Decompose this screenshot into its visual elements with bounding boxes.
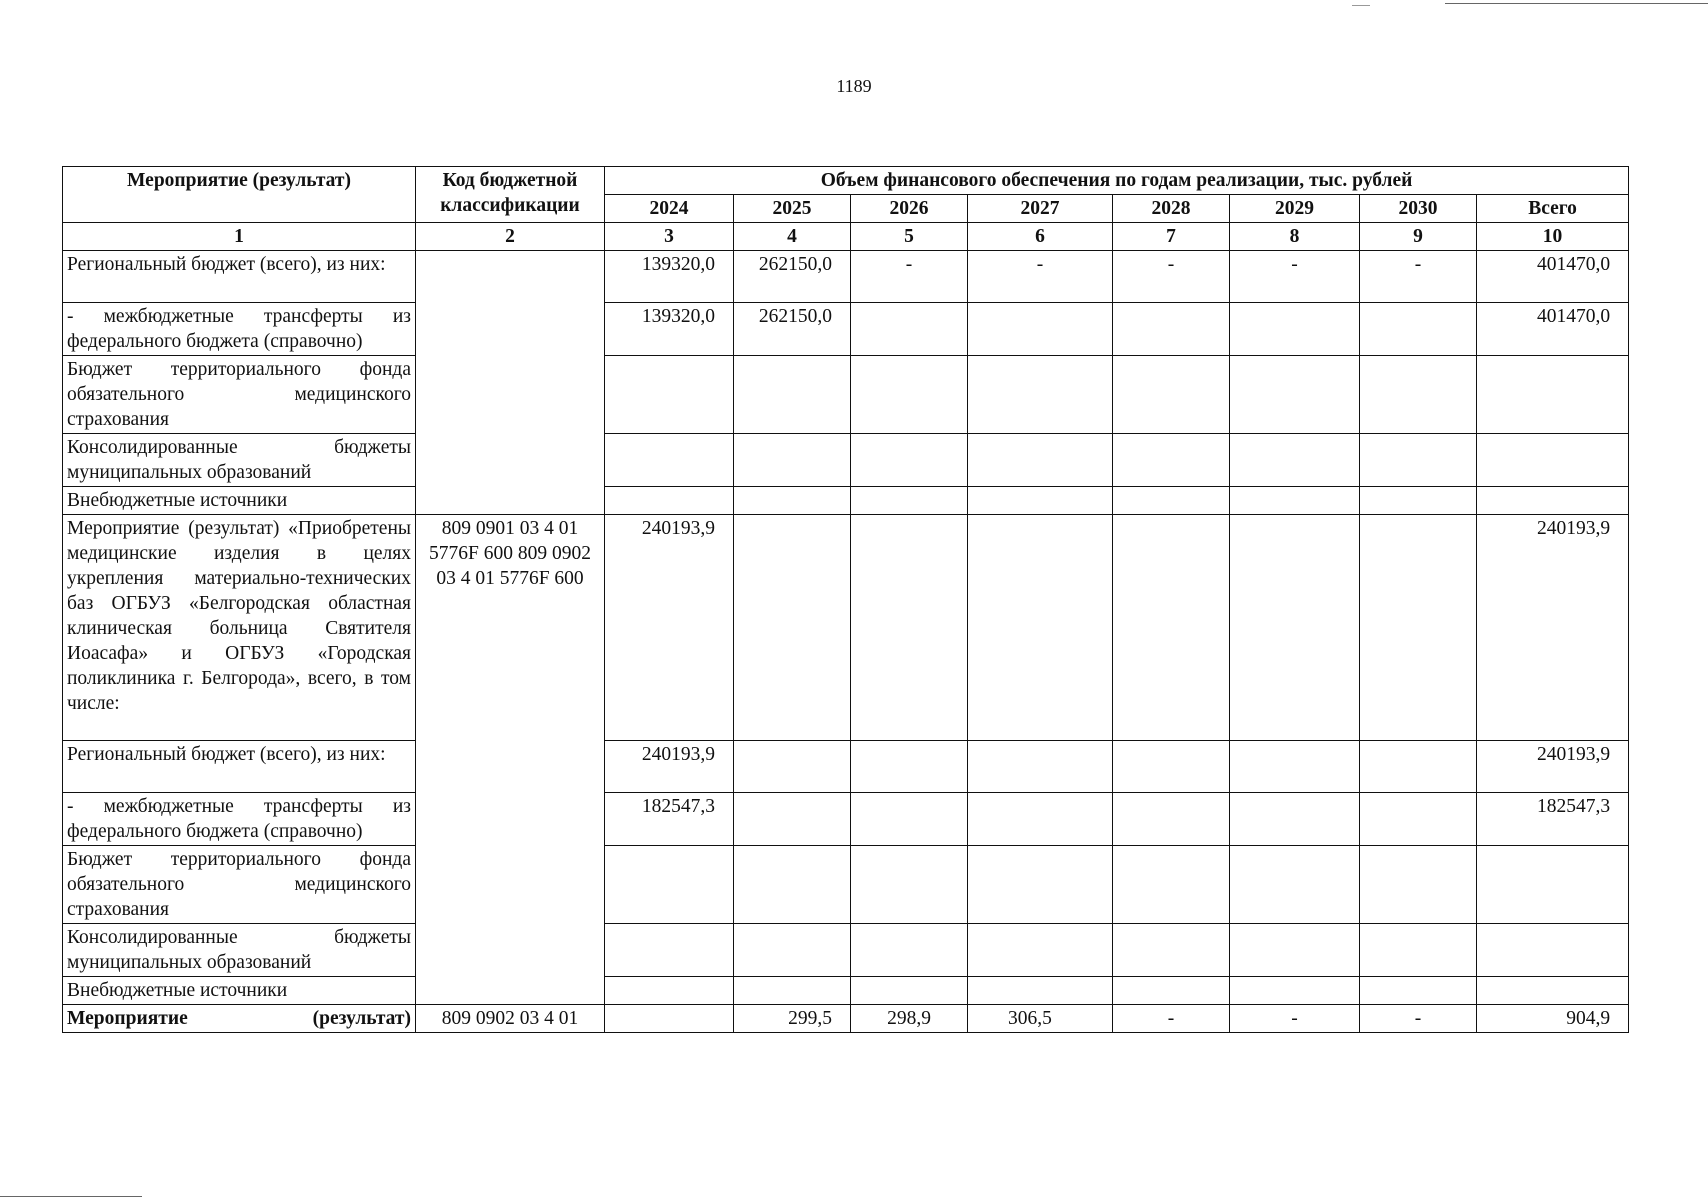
column-number: 2: [416, 223, 605, 251]
header-row-numbers: [63, 223, 1629, 251]
scan-artifact-line: [0, 1196, 142, 1197]
value-cell: 240193,9: [1477, 741, 1629, 793]
value-cell: [968, 515, 1113, 741]
value-cell: 262150,0: [734, 251, 851, 303]
value-cell: [734, 356, 851, 434]
value-cell: 298,9: [851, 1005, 968, 1033]
value-cell: [605, 434, 734, 487]
value-cell: [1477, 846, 1629, 924]
value-cell: [1113, 741, 1230, 793]
value-cell: [968, 303, 1113, 356]
value-cell: [605, 1005, 734, 1033]
value-cell: 401470,0: [1477, 251, 1629, 303]
value-cell: [1230, 356, 1360, 434]
value-cell: 139320,0: [605, 303, 734, 356]
header-year: 2028: [1113, 195, 1230, 223]
value-cell: [1230, 924, 1360, 977]
value-cell: [1113, 793, 1230, 846]
value-cell: [851, 924, 968, 977]
scan-artifact-line: [1445, 3, 1708, 4]
value-cell: [734, 977, 851, 1005]
value-cell: [1360, 356, 1477, 434]
header-year: 2026: [851, 195, 968, 223]
value-cell: 306,5: [968, 1005, 1113, 1033]
value-cell: [1360, 434, 1477, 487]
value-cell: [1360, 487, 1477, 515]
value-cell: [1477, 356, 1629, 434]
value-cell: [1113, 356, 1230, 434]
value-cell: 240193,9: [1477, 515, 1629, 741]
table-row: [63, 487, 1629, 515]
value-cell: 182547,3: [1477, 793, 1629, 846]
value-cell: [734, 924, 851, 977]
value-cell: [1360, 793, 1477, 846]
value-cell: [734, 434, 851, 487]
column-number: 4: [734, 223, 851, 251]
value-cell: [734, 741, 851, 793]
value-cell: [734, 487, 851, 515]
value-cell: [1113, 924, 1230, 977]
value-cell: [1230, 487, 1360, 515]
value-cell: [851, 303, 968, 356]
value-cell: -: [968, 251, 1113, 303]
row-label: Региональный бюджет (всего), из них:: [63, 741, 416, 793]
row-label: - межбюджетные трансферты из федерального бюджета (справочно): [63, 303, 416, 356]
row-label: Консолидированные бюджеты муниципальных образований: [63, 434, 416, 487]
value-cell: [1360, 846, 1477, 924]
table-row: [63, 356, 1629, 434]
value-cell: 904,9: [1477, 1005, 1629, 1033]
value-cell: [1360, 924, 1477, 977]
table-row: [63, 251, 1629, 303]
value-cell: [1113, 434, 1230, 487]
column-number: 7: [1113, 223, 1230, 251]
row-label: Внебюджетные источники: [63, 487, 416, 515]
value-cell: [851, 434, 968, 487]
value-cell: 401470,0: [1477, 303, 1629, 356]
value-cell: 139320,0: [605, 251, 734, 303]
value-cell: [734, 793, 851, 846]
value-cell: [851, 793, 968, 846]
budget-table: [62, 166, 1629, 1033]
value-cell: [1360, 977, 1477, 1005]
header-total: Всего: [1477, 195, 1629, 223]
row-label: Региональный бюджет (всего), из них:: [63, 251, 416, 303]
header-year: 2029: [1230, 195, 1360, 223]
row-label: Бюджет территориального фонда обязательного медицинского страхования: [63, 846, 416, 924]
row-label: Консолидированные бюджеты муниципальных образований: [63, 924, 416, 977]
value-cell: [1230, 741, 1360, 793]
header-year: 2025: [734, 195, 851, 223]
header-funding-title: Объем финансового обеспечения по годам реализации, тыс. рублей: [605, 167, 1629, 195]
value-cell: [1113, 846, 1230, 924]
value-cell: 240193,9: [605, 515, 734, 741]
value-cell: [1230, 434, 1360, 487]
row-label: Внебюджетные источники: [63, 977, 416, 1005]
value-cell: [1360, 741, 1477, 793]
value-cell: 240193,9: [605, 741, 734, 793]
value-cell: -: [1360, 251, 1477, 303]
value-cell: [851, 487, 968, 515]
value-cell: [1230, 303, 1360, 356]
value-cell: [1477, 977, 1629, 1005]
value-cell: -: [1360, 1005, 1477, 1033]
table-row: [63, 793, 1629, 846]
value-cell: [605, 487, 734, 515]
value-cell: [1230, 793, 1360, 846]
table-row: [63, 924, 1629, 977]
value-cell: [734, 846, 851, 924]
value-cell: [1477, 924, 1629, 977]
value-cell: [734, 515, 851, 741]
table-row: [63, 741, 1629, 793]
value-cell: -: [1230, 1005, 1360, 1033]
table-row: [63, 846, 1629, 924]
row-label: - межбюджетные трансферты из федерального бюджета (справочно): [63, 793, 416, 846]
budget-code-cell: [416, 251, 605, 515]
table-row: [63, 303, 1629, 356]
value-cell: -: [1230, 251, 1360, 303]
value-cell: [968, 793, 1113, 846]
table-row: [63, 434, 1629, 487]
table-row: [63, 1005, 1629, 1033]
header-activity: Мероприятие (результат): [63, 167, 416, 223]
value-cell: [851, 846, 968, 924]
value-cell: [1477, 487, 1629, 515]
value-cell: [1113, 515, 1230, 741]
page-number: 1189: [836, 76, 872, 96]
value-cell: [1477, 434, 1629, 487]
value-cell: -: [1113, 251, 1230, 303]
value-cell: -: [851, 251, 968, 303]
value-cell: [968, 356, 1113, 434]
budget-code-cell: 809 0902 03 4 01: [416, 1005, 605, 1033]
value-cell: [968, 487, 1113, 515]
value-cell: [968, 741, 1113, 793]
value-cell: [1230, 977, 1360, 1005]
row-label: Мероприятие (результат): [63, 1005, 416, 1033]
table-row: [63, 515, 1629, 741]
column-number: 1: [63, 223, 416, 251]
value-cell: [1360, 303, 1477, 356]
value-cell: [851, 977, 968, 1005]
value-cell: [1230, 515, 1360, 741]
header-year: 2030: [1360, 195, 1477, 223]
column-number: 8: [1230, 223, 1360, 251]
value-cell: [968, 846, 1113, 924]
value-cell: -: [1113, 1005, 1230, 1033]
value-cell: [851, 356, 968, 434]
value-cell: [605, 977, 734, 1005]
column-number: 9: [1360, 223, 1477, 251]
value-cell: [851, 515, 968, 741]
header-budget-code: Код бюджетной классификации: [416, 167, 605, 223]
value-cell: 182547,3: [605, 793, 734, 846]
value-cell: [1113, 977, 1230, 1005]
value-cell: [1230, 846, 1360, 924]
value-cell: [1113, 303, 1230, 356]
header-row-1: [63, 167, 1629, 195]
scan-artifact-line: [1352, 5, 1370, 6]
table-row: [63, 977, 1629, 1005]
header-year: 2024: [605, 195, 734, 223]
row-label: Мероприятие (результат) «Приобретены медицинские изделия в целях укрепления материально-технических баз ОГБУЗ «Белгородская областная клиническая больница Святителя Иоасафа» и ОГБУЗ «Городская поликлиника г. Белгорода», всего, в том числе:: [63, 515, 416, 741]
column-number: 3: [605, 223, 734, 251]
column-number: 5: [851, 223, 968, 251]
column-number: 10: [1477, 223, 1629, 251]
value-cell: [605, 924, 734, 977]
value-cell: 299,5: [734, 1005, 851, 1033]
value-cell: [1113, 487, 1230, 515]
column-number: 6: [968, 223, 1113, 251]
header-year: 2027: [968, 195, 1113, 223]
value-cell: [968, 977, 1113, 1005]
value-cell: [1360, 515, 1477, 741]
budget-code-cell: 809 0901 03 4 01 5776F 600 809 0902 03 4 01 5776F 600: [416, 515, 605, 1005]
value-cell: 262150,0: [734, 303, 851, 356]
value-cell: [605, 356, 734, 434]
row-label: Бюджет территориального фонда обязательного медицинского страхования: [63, 356, 416, 434]
value-cell: [851, 741, 968, 793]
value-cell: [968, 434, 1113, 487]
value-cell: [605, 846, 734, 924]
value-cell: [968, 924, 1113, 977]
